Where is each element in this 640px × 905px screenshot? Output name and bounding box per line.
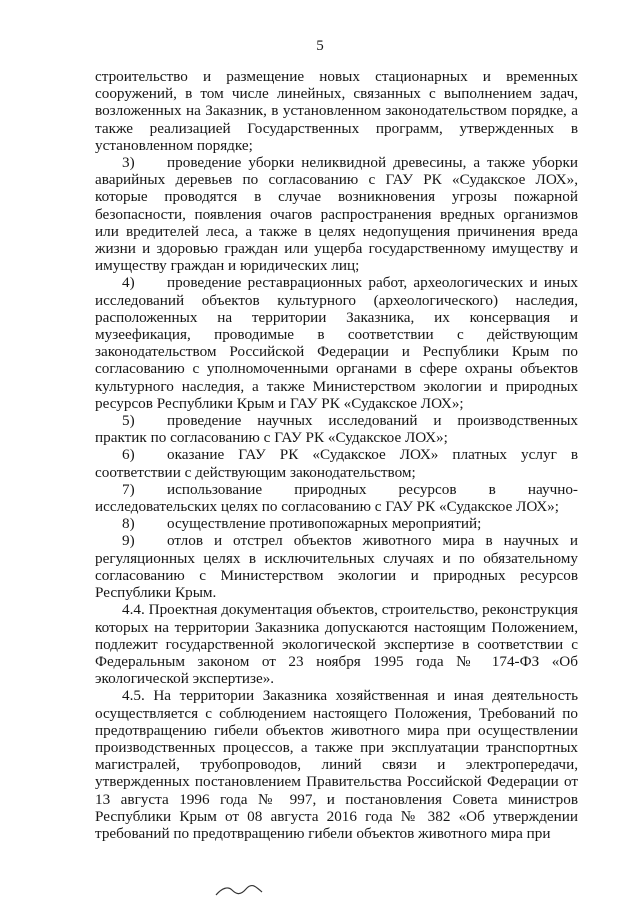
- list-item-number: 3): [122, 154, 135, 172]
- list-item-text: оказание ГАУ РК «Судакское ЛОХ» платных услуг в соответствии с действующим законодательством;: [95, 446, 578, 481]
- list-item: [95, 412, 578, 446]
- list-item-number: 8): [122, 515, 135, 533]
- list-item-text: отлов и отстрел объектов животного мира в научных и регуляционных целях в исключительных случаях и по обязательному согласованию с Министерством экологии и природных ресурсов Республики Крым.: [95, 532, 578, 602]
- section-4-4: 4.4. Проектная документация объектов, строительство, реконструкция которых на территории Заказника допускаются настоящим Положением, подлежит государственной экологической экспертизе в соответствии с Федеральным законом от 23 ноября 1995 года № 174-ФЗ «Об экологической экспертизе».: [95, 601, 578, 688]
- list-item-text: проведение реставрационных работ, археологических и иных исследований объектов культурного (археологического) наследия, расположенных на территории Заказника, их консервация и музеефикация, проводимые в соответствии с действующим законодательством Российской Федерации и Республики Крым по согласованию с уполномоченными органами в сфере охраны объектов культурного наследия, а также Министерством экологии и природных ресурсов Республики Крым и ГАУ РК «Судакское ЛОХ»;: [95, 274, 578, 412]
- document-body: [95, 68, 578, 842]
- list-item-number: 7): [122, 480, 135, 498]
- list-item-text: проведение уборки неликвидной древесины, а также уборки аварийных деревьев по согласованию с ГАУ РК «Судакское ЛОХ», которые проводятся в случае возникновения угрозы пожарной безопасности, появления очагов распространения вредных организмов или вредителей леса, а также в целях недопущения причинения вреда жизни и здоровью граждан или ущерба государственному имуществу и имуществу граждан и юридических лиц;: [95, 154, 578, 275]
- list-item-number: 9): [122, 532, 135, 550]
- section-4-5: 4.5. На территории Заказника хозяйственная и иная деятельность осуществляется с соблюдением настоящего Положения, Требований по предотвращению гибели объектов животного мира при осуществлении производственных процессов, а также при эксплуатации транспортных магистралей, трубопроводов, линий связи и электропередачи, утвержденных постановлением Правительства Российской Федерации от 13 августа 1996 года № 997, и постановления Совета министров Республики Крым от 08 августа 2016 года № 382 «Об утверждении требований по предотвращению гибели объектов животного мира при: [95, 687, 578, 842]
- list-item: [95, 154, 578, 274]
- list-item-number: 5): [122, 412, 135, 430]
- list-item: [95, 532, 578, 601]
- signature-stroke-icon: [214, 884, 264, 898]
- list-item-number: 4): [122, 274, 135, 292]
- list-item-text: использование природных ресурсов в научно-исследовательских целях по согласованию с ГАУ РК «Судакское ЛОХ»;: [95, 480, 578, 516]
- list-item-number: 6): [122, 446, 135, 464]
- list-item: [95, 481, 578, 515]
- page-number: 5: [316, 38, 324, 54]
- list-item-text: проведение научных исследований и производственных практик по согласованию с ГАУ РК «Судакское ЛОХ»;: [95, 412, 578, 447]
- list-item-text: осуществление противопожарных мероприятий;: [167, 515, 482, 533]
- list-item: [95, 274, 578, 412]
- list-item: [95, 446, 578, 480]
- intro-paragraph: строительство и размещение новых стационарных и временных сооружений, в том числе линейных, связанных с выполнением задач, возложенных на Заказник, в установленном законодательством порядке, а также реализацией Государственных программ, утвержденных в установленном порядке;: [95, 68, 578, 154]
- list-item: [95, 515, 578, 532]
